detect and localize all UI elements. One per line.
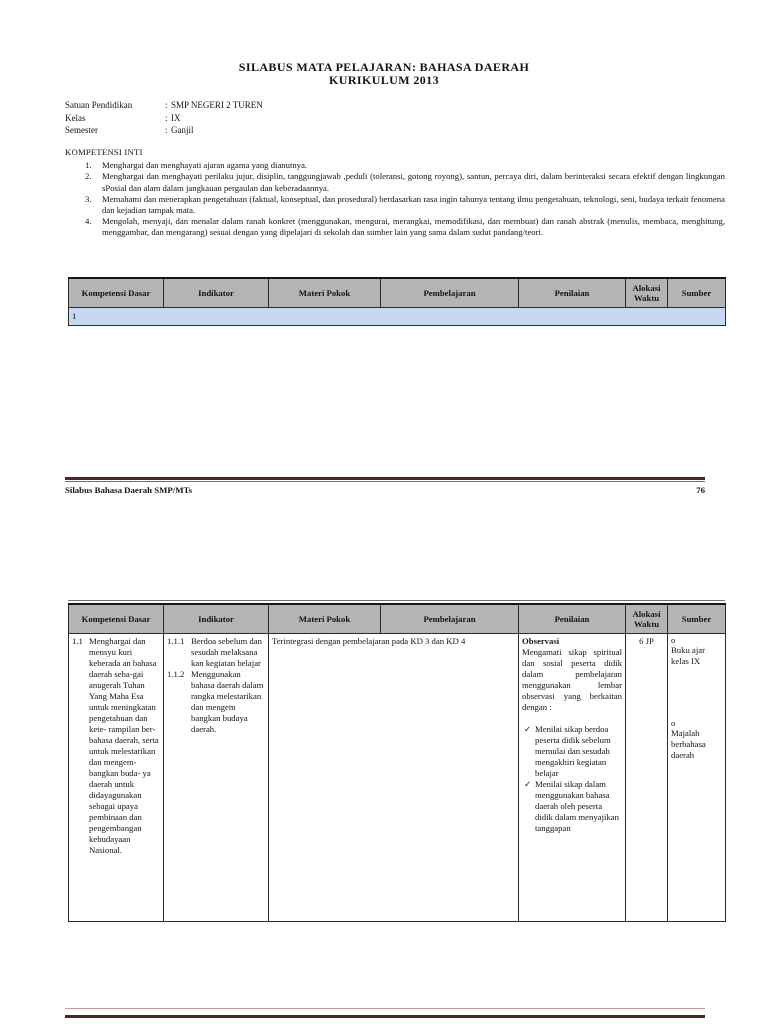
indikator-item (167, 636, 265, 669)
list-item (65, 216, 725, 238)
circle-bullet-icon: o (671, 718, 676, 728)
indikator-number: 1.1.1 (167, 636, 185, 646)
column-header-materi-pokok: Materi Pokok (269, 278, 381, 308)
document-title-line1: SILABUS MATA PELAJARAN: BAHASA DAERAH (238, 60, 530, 74)
column-header-penilaian: Penilaian (519, 604, 626, 634)
sumber-item-text: Buku ajar kelas IX (671, 645, 706, 666)
list-item-number: 2. (85, 171, 92, 182)
column-header-pembelajaran: Pembelajaran (381, 278, 519, 308)
silabus-table-page2 (68, 603, 726, 922)
table-header-row (69, 604, 726, 634)
check-icon: ✓ (524, 779, 532, 789)
cell-penilaian (519, 634, 626, 922)
list-item-number: 3. (85, 193, 92, 204)
document-title (0, 61, 768, 87)
penilaian-list (522, 724, 622, 834)
table-top-rule (68, 600, 725, 601)
info-value: Ganjil (171, 125, 194, 136)
info-label: Satuan Pendidikan (65, 100, 133, 110)
table-row-kd-1-1 (69, 634, 726, 922)
info-value: IX (171, 112, 181, 123)
footer-document-name: Silabus Bahasa Daerah SMP/MTs (65, 484, 193, 495)
indikator-text: Berdoa sebelum dan sesudah melaksana kan kegiatan belajar (191, 636, 262, 668)
column-header-penilaian: Penilaian (519, 278, 626, 308)
info-label: Kelas (65, 112, 86, 123)
document-info-block (65, 99, 263, 137)
row-number-cell: 1 (69, 308, 726, 326)
indikator-number: 1.1.2 (167, 669, 185, 679)
sumber-item (671, 636, 722, 667)
penilaian-intro: Mengamati sikap spiritual dan sosial peserta didik dalam pembelajaran menggunakan lembar observasi yang berkaitan dengan : (522, 647, 622, 712)
penilaian-item-text: Menilai sikap berdoa peserta didik sebelum memulai dan sesudah mengakhiri kegiatan belajar (535, 724, 611, 778)
column-header-sumber: Sumber (668, 604, 726, 634)
materi-pembelajaran-text: Terintegrasi dengan pembelajaran pada KD 3 dan KD 4 (272, 636, 466, 646)
list-item-text: Mengolah, menyaji, dan menalar dalam ranah konkret (menggunakan, mengurai, merangkai, memodifikasi, dan membuat) dan ranah abstrak (menulis, membaca, menghitung, menggambar, dan mengarang) sesuai dengan yang dipelajari di sekolah dan sumber lain yang sama dalam sudut pandang/teori. (102, 216, 725, 238)
column-header-materi-pokok: Materi Pokok (269, 604, 381, 634)
silabus-table-page1 (68, 277, 726, 326)
kompetensi-inti-section (65, 147, 725, 239)
cell-alokasi-waktu (626, 634, 668, 922)
list-item-text: Menghargai dan menghayati ajaran agama yang dianutnya. (102, 160, 308, 171)
column-header-indikator: Indikator (164, 604, 269, 634)
info-label: Semester (65, 125, 98, 136)
column-header-kompetensi-dasar: Kompetensi Dasar (69, 604, 164, 634)
list-item (65, 171, 725, 193)
sumber-item-text: Majalah berbahasa daerah (671, 728, 706, 760)
column-header-alokasi-waktu: Alokasi Waktu (626, 604, 668, 634)
kd-text: Menghargai dan mensyu kuri keberada an bahasa daerah seba-gai anugerah Tuhan Yang Maha Esa untuk meningkatan pengetahuan dan kete- rampilan ber- bahasa daerah, serta untuk melestarikan dan mengem- bangkan buda- ya daerah untuk didayagunakan sebagai upaya pembinaan dan pengembangan kebudayaan Nasional. (89, 636, 159, 855)
kompetensi-inti-heading: KOMPETENSI INTI (65, 147, 143, 157)
kd-number: 1.1 (72, 636, 83, 646)
circle-bullet-icon: o (671, 635, 676, 645)
list-item-number: 4. (85, 216, 92, 227)
page2-footer-rule (65, 1008, 705, 1018)
footer-page-number: 76 (696, 484, 705, 495)
sumber-item (671, 719, 722, 761)
penilaian-item-text: Menilai sikap dalam menggunakan bahasa daerah oleh peserta didik dalam menyajikan tanggapan (535, 779, 619, 833)
indikator-item (167, 669, 265, 735)
cell-sumber (668, 634, 726, 922)
info-row-satuan (65, 99, 263, 112)
list-item-number: 1. (85, 160, 92, 171)
info-value: SMP NEGERI 2 TUREN (171, 100, 263, 110)
footer-rule-light (65, 481, 705, 482)
column-header-alokasi-waktu: Alokasi Waktu (626, 278, 668, 308)
column-header-sumber: Sumber (668, 278, 726, 308)
list-item-text: Memahami dan menerapkan pengetahuan (faktual, konseptual, dan prosedural) berdasarkan rasa ingin tahunya tentang ilmu pengetahuan, teknologi, seni, budaya terkait fenomena dan kejadian tampak mata. (102, 193, 725, 216)
table-header-row (69, 278, 726, 308)
alokasi-waktu-value: 6 JP (639, 636, 654, 646)
footer-rule-dark (65, 1015, 705, 1018)
info-separator: : (165, 112, 168, 123)
info-separator: : (165, 100, 168, 110)
penilaian-item (522, 724, 622, 779)
column-header-pembelajaran: Pembelajaran (381, 604, 519, 634)
cell-materi-pembelajaran (269, 634, 519, 922)
penilaian-item (522, 779, 622, 834)
page1-footer (65, 477, 705, 495)
column-header-indikator: Indikator (164, 278, 269, 308)
cell-kompetensi-dasar (69, 634, 164, 922)
list-item-text: Menghargai dan menghayati perilaku jujur, disiplin, tanggungjawab ,peduli (toleransi, gotong royong), santun, percaya diri, dalam berinteraksi secara efektif dengan lingkungan sPosial dan alam dalam jangkauan pergaulan dan keberadaannya. (102, 171, 725, 193)
penilaian-title: Observasi (522, 636, 560, 646)
list-item (65, 194, 725, 216)
kompetensi-inti-list (65, 160, 725, 238)
table-row-empty (69, 308, 726, 326)
info-row-semester (65, 124, 263, 137)
cell-indikator (164, 634, 269, 922)
indikator-text: Menggunakan bahasa daerah dalam rangka melestarikan dan mengem bangkan budaya daerah. (191, 669, 264, 734)
info-row-kelas (65, 112, 263, 125)
document-title-line2: KURIKULUM 2013 (329, 73, 439, 87)
info-separator: : (165, 125, 168, 136)
list-item (65, 160, 725, 171)
check-icon: ✓ (524, 724, 532, 734)
column-header-kompetensi-dasar: Kompetensi Dasar (69, 278, 164, 308)
